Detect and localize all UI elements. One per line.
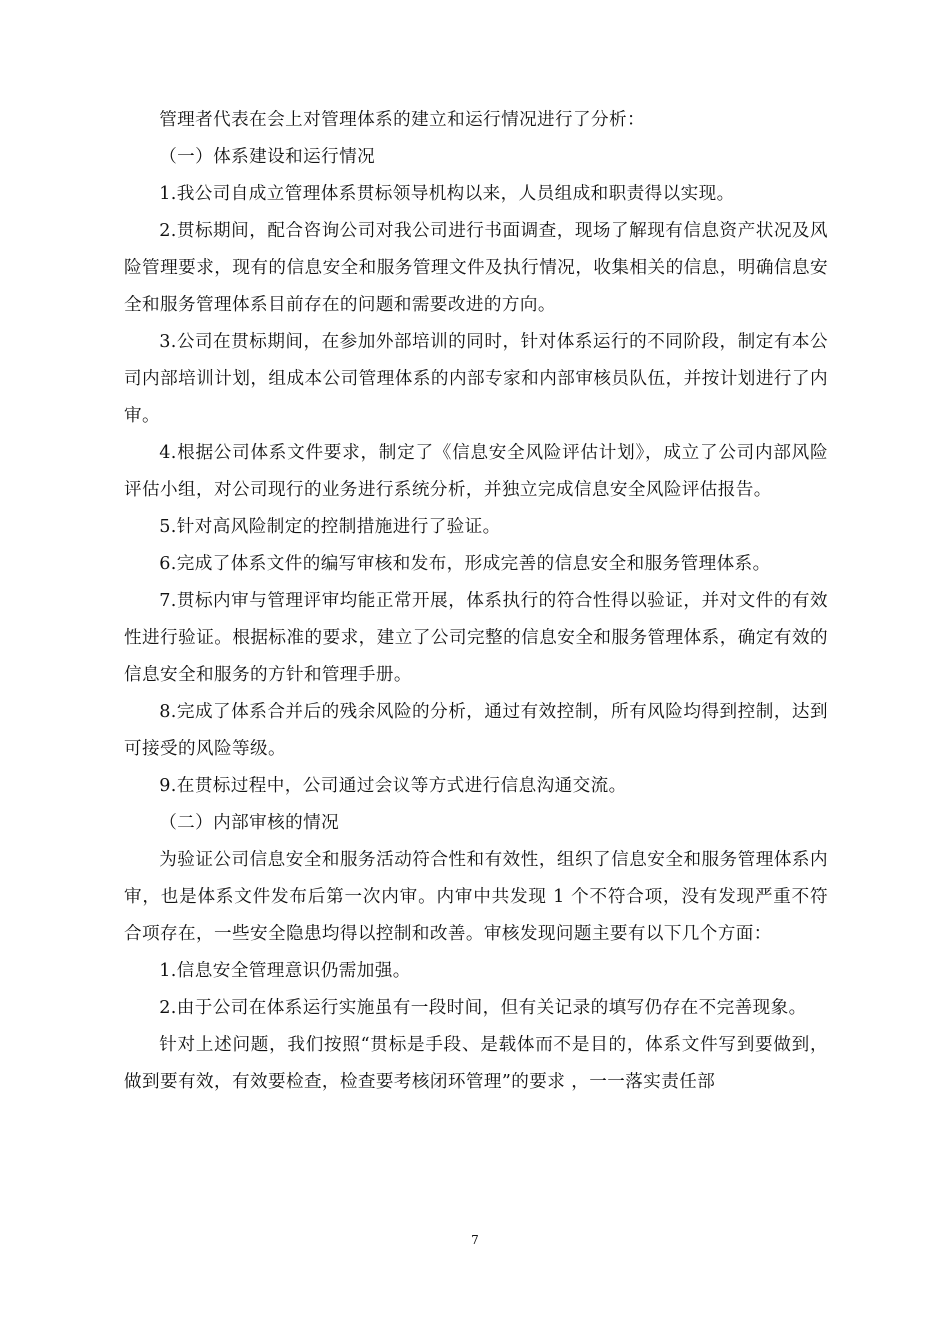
document-body (124, 102, 828, 1101)
list-item-7: 7.贯标内审与管理评审均能正常开展，体系执行的符合性得以验证，并对文件的有效性进行验证。根据标准的要求，建立了公司完整的信息安全和服务管理体系，确定有效的信息安全和服务的方针和管理手册。 (124, 591, 828, 685)
paragraph-response: 针对上述问题，我们按照“贯标是手段、是载体而不是目的，体系文件写到要做到，做到要有效，有效要检查，检查要考核闭环管理”的要求 ，一一落实责任部 (124, 1035, 828, 1092)
list-item-6: 6.完成了体系文件的编写审核和发布，形成完善的信息安全和服务管理体系。 (159, 554, 771, 574)
list-item-9: 9.在贯标过程中，公司通过会议等方式进行信息沟通交流。 (159, 776, 627, 796)
section-heading-2: （二）内部审核的情况 (159, 813, 340, 833)
page-number: 7 (471, 1233, 479, 1247)
list-item-2: 2.贯标期间，配合咨询公司对我公司进行书面调查，现场了解现有信息资产状况及风险管理要求，现有的信息安全和服务管理文件及执行情况，收集相关的信息，明确信息安全和服务管理体系目前存在的问题和需要改进的方向。 (124, 221, 828, 315)
list-item-8: 8.完成了体系合并后的残余风险的分析，通过有效控制，所有风险均得到控制，达到可接受的风险等级。 (124, 702, 828, 759)
paragraph-audit: 为验证公司信息安全和服务活动符合性和有效性，组织了信息安全和服务管理体系内审，也是体系文件发布后第一次内审。内审中共发现 1 个不符合项，没有发现严重不符合项存在，一些安全隐患均得以控制和改善。审核发现问题主要有以下几个方面： (124, 850, 828, 944)
list-item-1: 1.我公司自成立管理体系贯标领导机构以来，人员组成和职责得以实现。 (159, 184, 735, 204)
audit-item-1: 1.信息安全管理意识仍需加强。 (159, 961, 411, 981)
audit-item-2: 2.由于公司在体系运行实施虽有一段时间，但有关记录的填写仍存在不完善现象。 (159, 998, 807, 1018)
paragraph-intro: 管理者代表在会上对管理体系的建立和运行情况进行了分析： (159, 110, 646, 130)
list-item-3: 3.公司在贯标期间，在参加外部培训的同时，针对体系运行的不同阶段，制定有本公司内部培训计划，组成本公司管理体系的内部专家和内部审核员队伍，并按计划进行了内审。 (124, 332, 828, 426)
list-item-5: 5.针对高风险制定的控制措施进行了验证。 (159, 517, 501, 537)
list-item-4: 4.根据公司体系文件要求，制定了《信息安全风险评估计划》，成立了公司内部风险评估小组，对公司现行的业务进行系统分析，并独立完成信息安全风险评估报告。 (124, 443, 828, 500)
section-heading-1: （一）体系建设和运行情况 (159, 147, 376, 167)
